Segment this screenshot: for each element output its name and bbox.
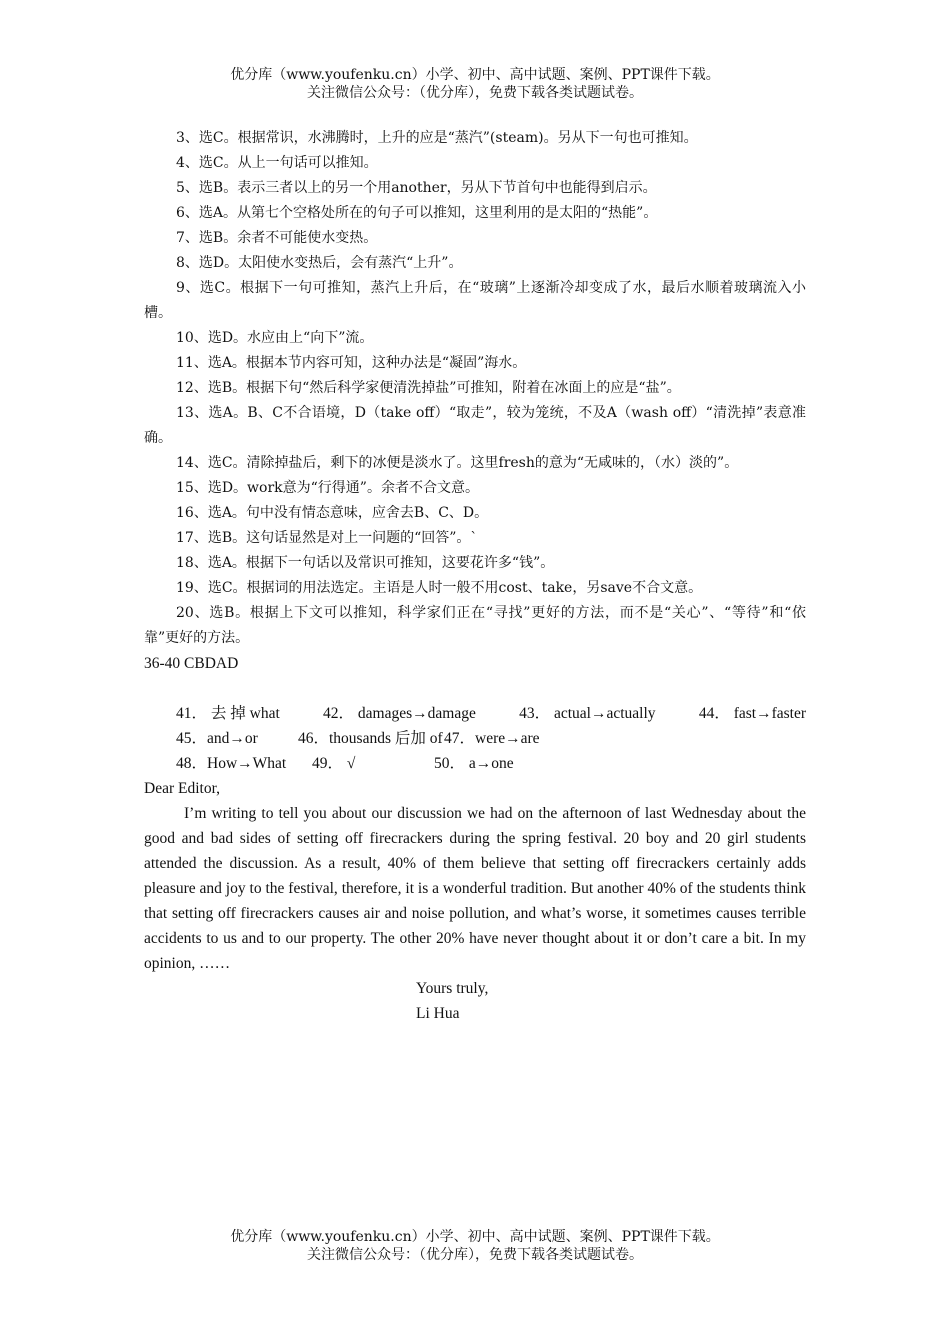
answer-20: 20、选B。根据上下文可以推知，科学家们正在“寻找”更好的方法，而不是“关心”、“等待”和“依靠”更好的方法。 — [144, 605, 806, 646]
correction-48: 48．How→What — [176, 755, 287, 772]
page-header — [0, 66, 950, 102]
answer-8: 8、选D。太阳使水变热后，会有蒸汽“上升”。 — [176, 255, 463, 271]
letter-salutation: Dear Editor, — [144, 780, 220, 797]
answer-6: 6、选A。从第七个空格处所在的句子可以推知，这里利用的是太阳的“热能”。 — [176, 205, 658, 221]
correction-41: 41． 去 掉 what — [176, 705, 280, 722]
answer-16: 16、选A。句中没有情态意味，应舍去B、C、D。 — [176, 505, 489, 521]
correction-49: 49． √ — [312, 755, 356, 772]
answer-19: 19、选C。根据词的用法选定。主语是人时一般不用cost、take，另save不合文意。 — [176, 580, 703, 596]
letter-body: I’m writing to tell you about our discussion we had on the afternoon of last Wednesday about the good and bad sides of setting off firecrackers during the spring festival. 20 boy and 20 girl students attended the discussion. As a result, 40% of them believe that setting off firecrackers certainly adds pleasure and joy to the festival, therefore, it is a wonderful tradition. But another 40% of the students think that setting off firecrackers causes air and noise pollution, and what’s worse, it sometimes causes terrible accidents to us and to our property. The other 20% have never thought about it or don’t care a bit. In my opinion, …… — [144, 805, 806, 972]
page-footer — [0, 1228, 950, 1264]
document-body — [144, 126, 806, 1026]
footer-line-2: 关注微信公众号：（优分库），免费下载各类试题试卷。 — [307, 1247, 643, 1263]
header-line-2: 关注微信公众号：（优分库），免费下载各类试题试卷。 — [307, 85, 643, 101]
correction-46: 46．thousands 后加 of — [298, 730, 443, 747]
answer-17: 17、选B。这句话显然是对上一问题的“回答”。` — [176, 530, 478, 546]
answer-3: 3、选C。根据常识，水沸腾时，上升的应是“蒸汽”(steam)。另从下一句也可推知。 — [176, 130, 698, 146]
letter-closing: Yours truly, — [416, 980, 489, 997]
reading-answers: 36-40 CBDAD — [144, 655, 239, 672]
answer-9: 9、选C。根据下一句可推知，蒸汽上升后，在“玻璃”上逐渐冷却变成了水，最后水顺着玻璃流入小槽。 — [144, 280, 806, 321]
answer-14: 14、选C。清除掉盐后，剩下的冰便是淡水了。这里fresh的意为“无咸味的，（水）淡的”。 — [176, 455, 739, 471]
correction-42: 42． damages→damage — [323, 705, 476, 722]
correction-50: 50． a→one — [434, 755, 514, 772]
answer-11: 11、选A。根据本节内容可知，这种办法是“凝固”海水。 — [176, 355, 527, 371]
correction-44: 44． fast→faster — [698, 705, 806, 722]
correction-47: 47．were→are — [444, 730, 540, 747]
answer-18: 18、选A。根据下一句话以及常识可推知，这要花许多“钱”。 — [176, 555, 555, 571]
correction-45: 45．and→or — [176, 730, 258, 747]
answer-7: 7、选B。余者不可能使水变热。 — [176, 230, 378, 246]
spacer — [144, 676, 806, 701]
corrections-row-2 — [144, 726, 806, 751]
answer-13: 13、选A。B、C不合语境，D（take off）“取走”，较为笼统，不及A（wash off）“清洗掉”表意准确。 — [144, 405, 806, 446]
answer-10: 10、选D。水应由上“向下”流。 — [176, 330, 374, 346]
footer-line-1: 优分库（www.youfenku.cn）小学、初中、高中试题、案例、PPT课件下载。 — [230, 1229, 720, 1245]
correction-43: 43． actual→actually — [519, 705, 656, 722]
letter-signature: Li Hua — [416, 1005, 460, 1022]
header-line-1: 优分库（www.youfenku.cn）小学、初中、高中试题、案例、PPT课件下载。 — [230, 67, 720, 83]
answer-12: 12、选B。根据下句“然后科学家便清洗掉盐”可推知，附着在冰面上的应是“盐”。 — [176, 380, 681, 396]
corrections-row-1 — [144, 701, 806, 726]
answer-4: 4、选C。从上一句话可以推知。 — [176, 155, 378, 171]
answer-15: 15、选D。work意为“行得通”。余者不合文意。 — [176, 480, 479, 496]
corrections-row-3 — [144, 751, 806, 776]
answer-5: 5、选B。表示三者以上的另一个用another，另从下节首句中也能得到启示。 — [176, 180, 657, 196]
